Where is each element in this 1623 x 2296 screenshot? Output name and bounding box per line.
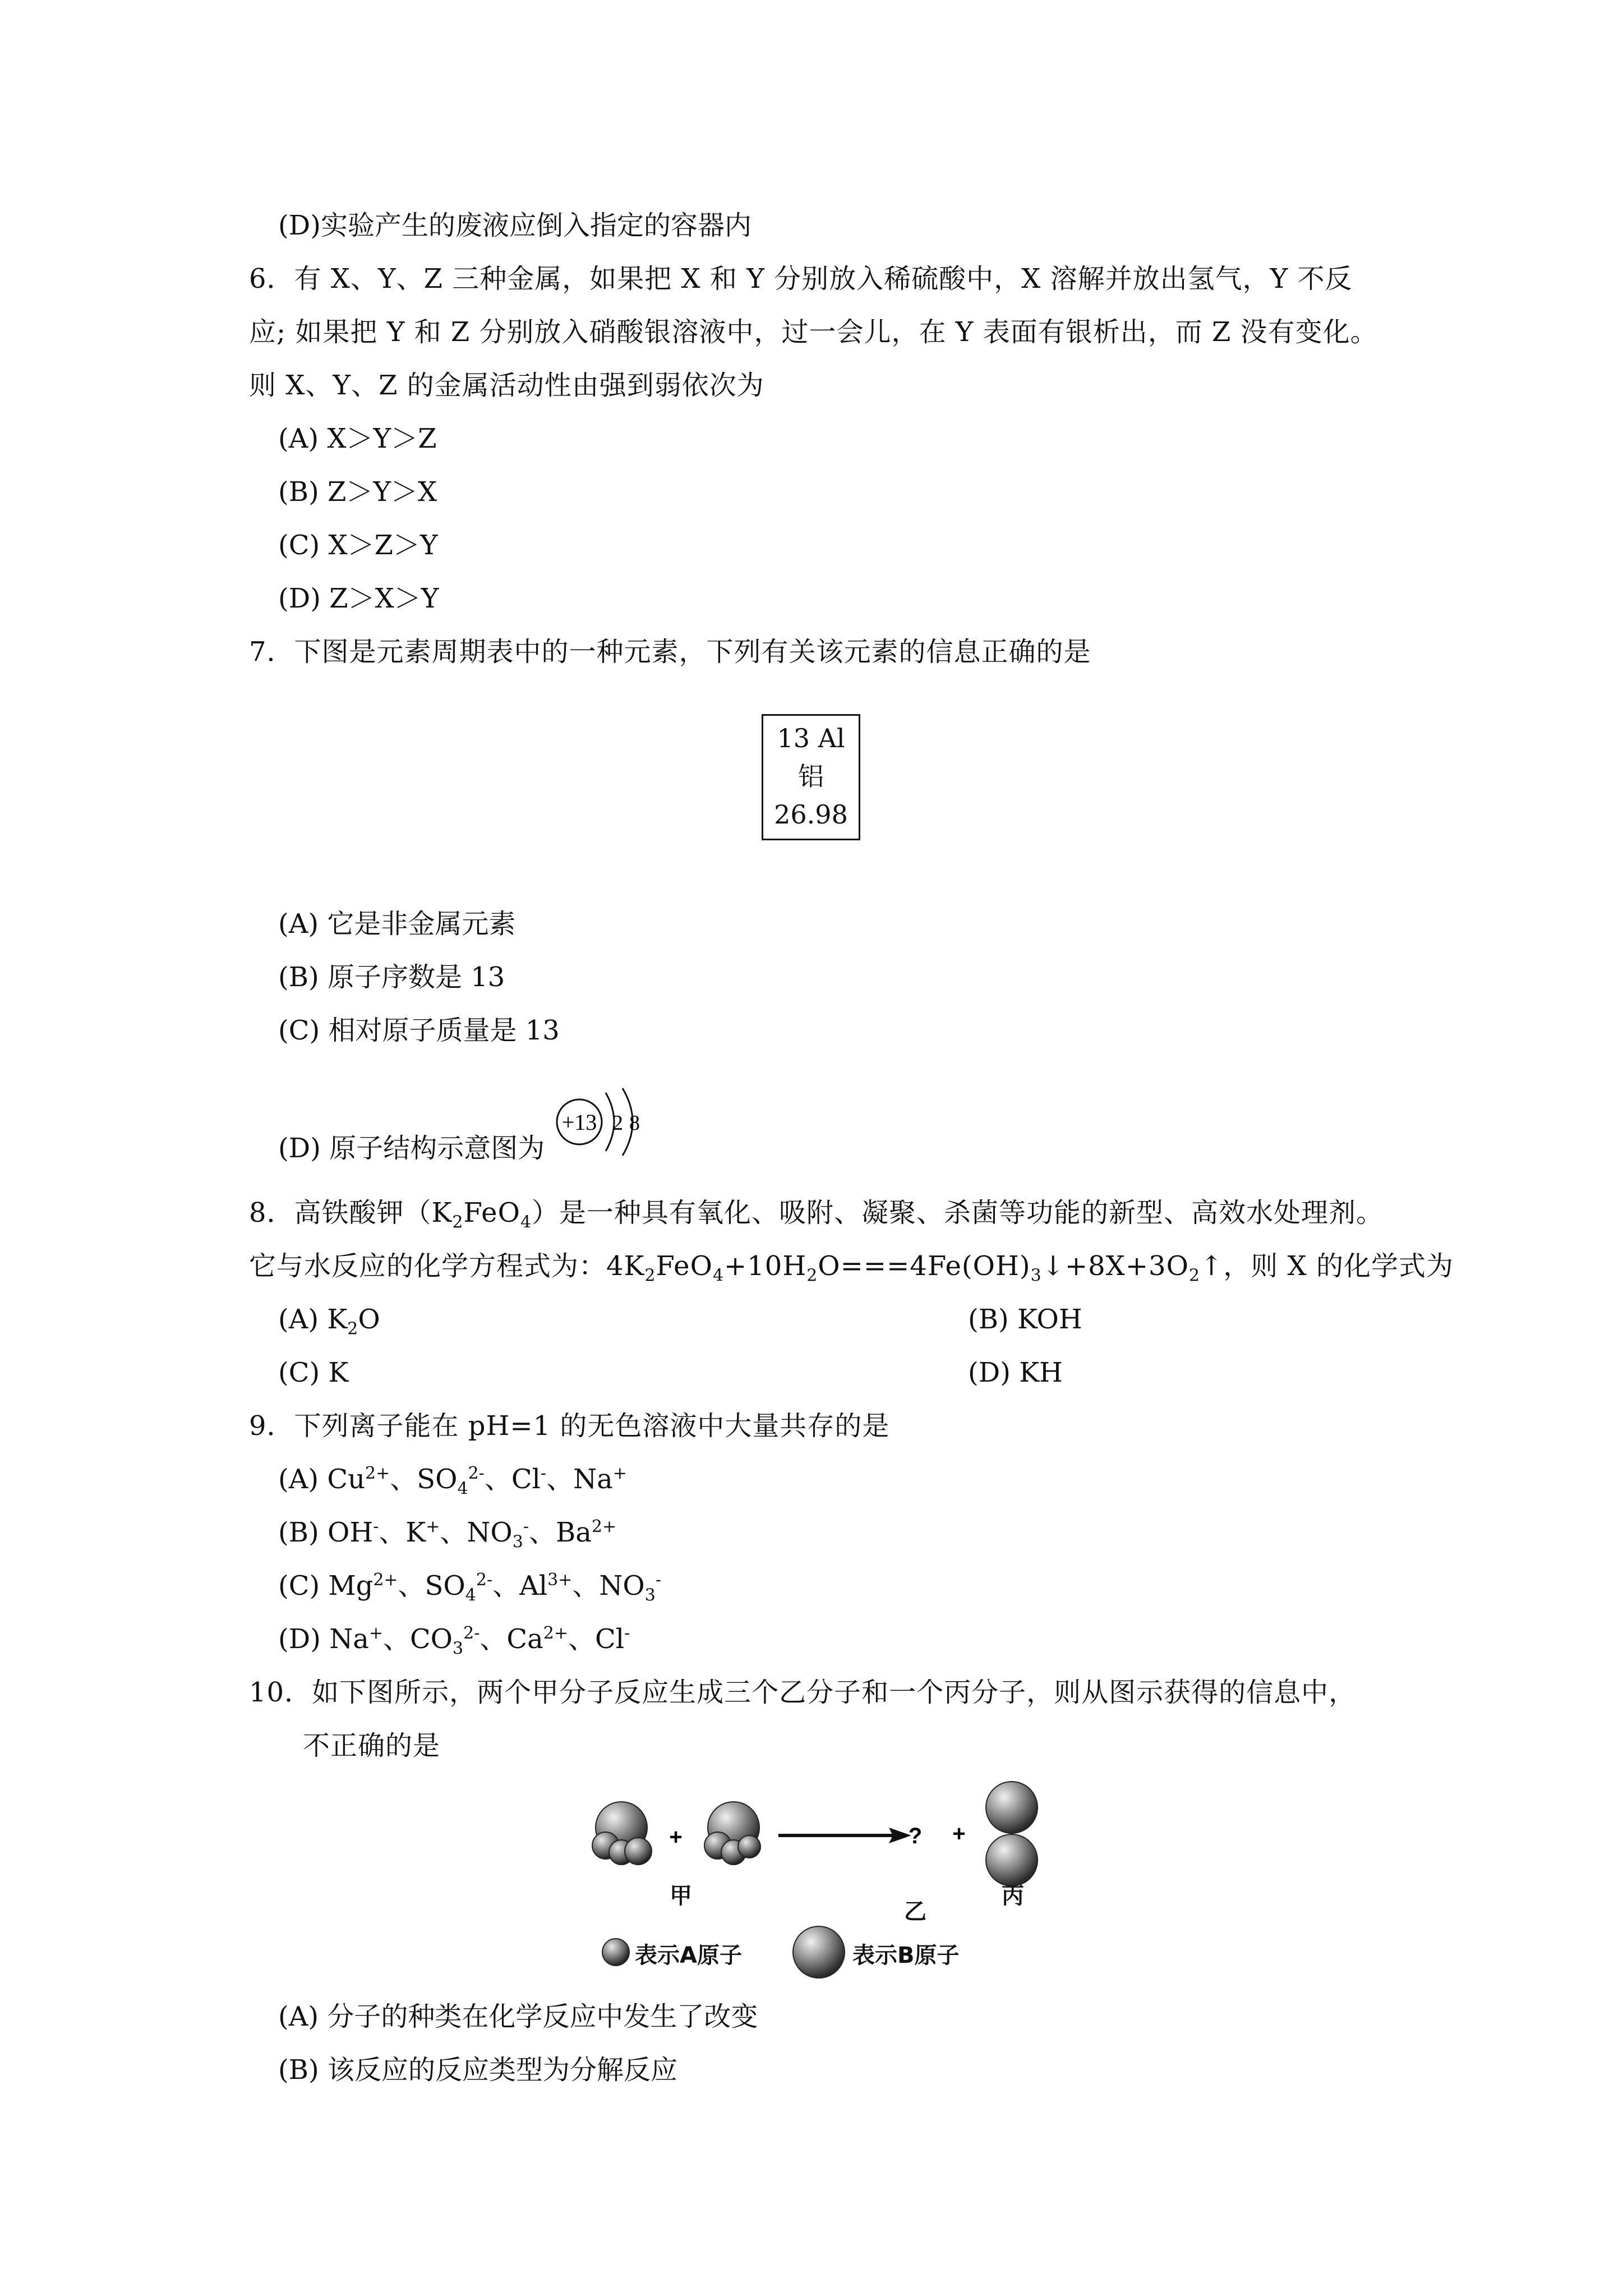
legend-a-atom-icon <box>599 1935 633 1969</box>
q7-option-a: (A) 它是非金属元素 <box>278 908 516 940</box>
q8-option-a: (A) $K_2O$ <box>278 1304 380 1339</box>
q9-option-a: (A) $Cu^{2+}$、$SO_4^{2-}$、Cl-、Na+ <box>278 1464 627 1499</box>
q7-option-c: (C) 相对原子质量是 13 <box>278 1015 560 1046</box>
q7-stem: 7．下图是元素周期表中的一种元素，下列有关该元素的信息正确的是 <box>249 636 1091 668</box>
q7-option-b: (B) 原子序数是 13 <box>278 961 505 993</box>
label-yi: 乙 <box>904 1899 926 1925</box>
q8-option-c: (C) K <box>278 1357 349 1388</box>
shell-electrons-1: 2 <box>612 1111 623 1135</box>
unknown-product: ? <box>908 1824 923 1848</box>
element-mass: 26.98 <box>774 799 848 830</box>
q6-line2: 应; 如果把 Y 和 Z 分别放入硝酸银溶液中，过一会儿，在 Y 表面有银析出，而 Z 没有变化。 <box>249 316 1378 348</box>
q9-option-d: (D) Na+、$CO_3^{2-}$、$Ca^{2+}$、Cl- <box>278 1623 630 1659</box>
q10-line2: 不正确的是 <box>303 1730 441 1761</box>
molecule-bing <box>986 1782 1038 1886</box>
q8-option-d: (D) KH <box>968 1357 1063 1388</box>
q6-option-a: (A) X＞Y＞Z <box>278 423 437 454</box>
q6-option-c: (C) X＞Z＞Y <box>278 530 438 561</box>
q9-option-c: (C) $Mg^{2+}$、$SO_4^{2-}$、$Al^{3+}$、$NO_3^-$ <box>278 1570 661 1605</box>
reaction-arrow <box>778 1828 911 1843</box>
q10-line1: 10．如下图所示，两个甲分子反应生成三个乙分子和一个丙分子，则从图示获得的信息中， <box>249 1677 1357 1708</box>
q6-line3: 则 X、Y、Z 的金属活动性由强到弱依次为 <box>249 370 764 401</box>
legend-a-label: 表示A原子 <box>635 1943 742 1968</box>
label-jia: 甲 <box>670 1883 692 1909</box>
label-bing: 丙 <box>1002 1883 1024 1909</box>
q6-option-b: (B) Z＞Y＞X <box>278 476 437 508</box>
q8-option-b: (B) KOH <box>968 1304 1082 1335</box>
q7-option-d: (D) 原子结构示意图为 <box>278 1133 545 1164</box>
legend-b-atom-icon <box>790 1923 848 1981</box>
molecule-jia-1 <box>592 1802 652 1865</box>
plus-sign-1: + <box>669 1825 683 1849</box>
element-number-symbol: 13 Al <box>777 723 845 753</box>
q8-line1: 8．高铁酸钾$(K_2FeO_4)$是一种具有氧化、吸附、凝聚、杀菌等功能的新型、高效水处理剂。 <box>249 1197 1384 1232</box>
q10-option-b: (B) 该反应的反应类型为分解反应 <box>278 2054 677 2086</box>
element-cell <box>762 714 860 840</box>
element-name: 铝 <box>798 761 824 792</box>
q10-option-a: (A) 分子的种类在化学反应中发生了改变 <box>278 2001 758 2032</box>
q9-option-b: (B) OH-、K+、$NO_3^-$、$Ba^{2+}$ <box>278 1517 617 1552</box>
q9-stem: 9．下列离子能在 pH=1 的无色溶液中大量共存的是 <box>249 1410 890 1442</box>
nucleus-charge: +13 <box>561 1110 597 1135</box>
shell-electrons-2: 8 <box>629 1111 640 1135</box>
option-prev-d: (D)实验产生的废液应倒入指定的容器内 <box>278 210 751 241</box>
q6-option-d: (D) Z＞X＞Y <box>278 583 439 614</box>
q6-line1: 6．有 X、Y、Z 三种金属，如果把 X 和 Y 分别放入稀硫酸中，X 溶解并放出氢气，Y 不反 <box>249 263 1353 295</box>
molecule-jia-2 <box>704 1802 760 1865</box>
q8-equation-line: 它与水反应的化学方程式为：$4K_2FeO_4+10H_2O===4Fe(OH)_3↓+8X+3O_2↑$，则 X 的化学式为 <box>249 1250 1454 1286</box>
atom-structure-diagram <box>554 1083 649 1161</box>
legend-b-label: 表示B原子 <box>852 1943 960 1968</box>
plus-sign-2: + <box>952 1821 966 1846</box>
